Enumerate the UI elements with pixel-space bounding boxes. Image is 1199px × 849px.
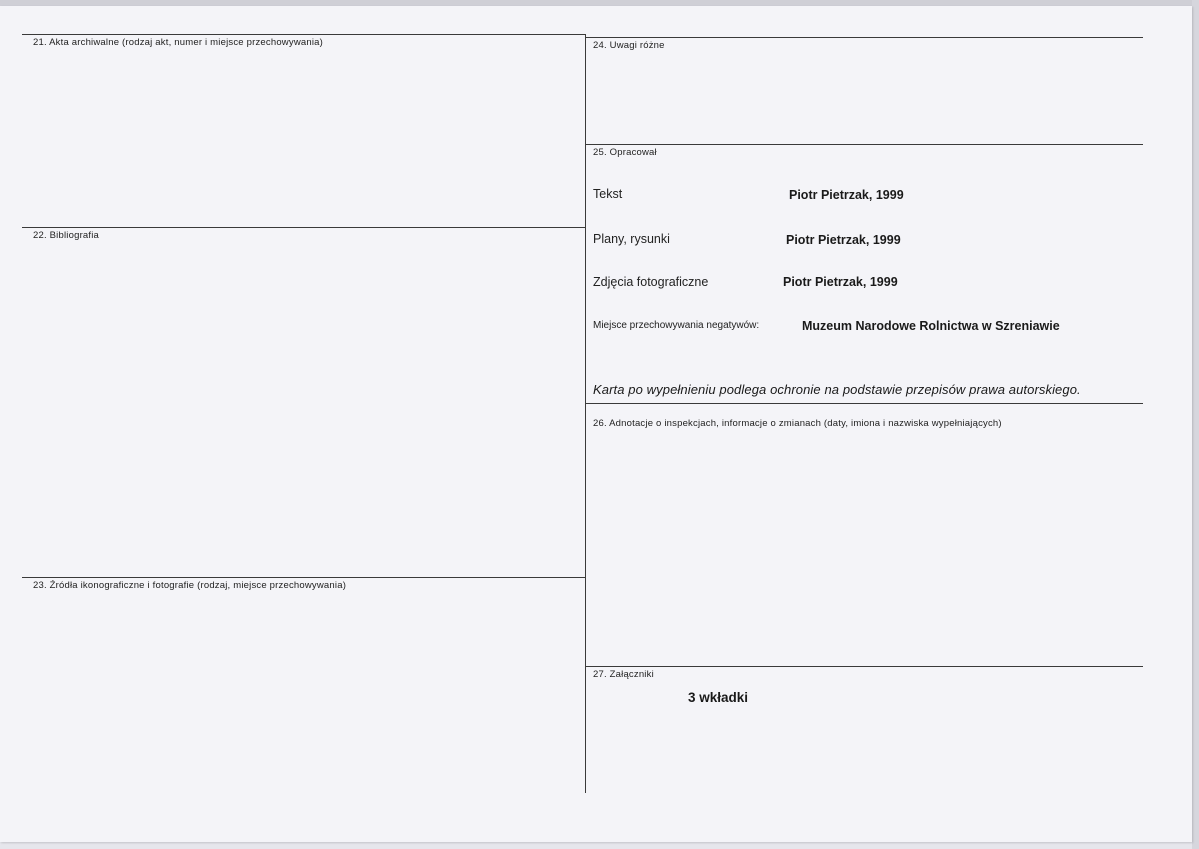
plany-value: Piotr Pietrzak, 1999 — [786, 233, 901, 247]
section-21-label: 21. Akta archiwalne (rodzaj akt, numer i miejsce przechowywania) — [33, 37, 324, 48]
plany-label: Plany, rysunki — [593, 232, 670, 246]
section-27-rule — [585, 666, 1143, 667]
section-22-label: 22. Bibliografia — [33, 230, 100, 241]
section-23-label: 23. Źródła ikonograficzne i fotografie (rodzaj, miejsce przechowywania) — [33, 580, 347, 591]
section-26-rule — [585, 403, 1143, 404]
section-25-rule — [585, 144, 1143, 145]
negatywy-value: Muzeum Narodowe Rolnictwa w Szreniawie — [802, 319, 1060, 333]
zalaczniki-value: 3 wkładki — [688, 690, 749, 705]
negatywy-label: Miejsce przechowywania negatywów: — [593, 320, 760, 331]
section-22-rule — [22, 227, 585, 228]
section-27-label: 27. Załączniki — [593, 669, 654, 680]
tekst-label: Tekst — [593, 187, 623, 201]
zdjecia-value: Piotr Pietrzak, 1999 — [783, 275, 898, 289]
form-sheet — [0, 6, 1192, 842]
scan-right-edge — [1192, 0, 1199, 849]
section-21-rule — [22, 34, 585, 35]
section-26-label: 26. Adnotacje o inspekcjach, informacje o zmianach (daty, imiona i nazwiska wypełniających) — [593, 418, 1002, 429]
section-24-label: 24. Uwagi różne — [593, 40, 665, 51]
zdjecia-label: Zdjęcia fotograficzne — [593, 275, 709, 289]
section-25-label: 25. Opracował — [593, 147, 657, 158]
tekst-value: Piotr Pietrzak, 1999 — [789, 188, 904, 202]
column-divider — [585, 34, 586, 793]
section-24-rule — [585, 37, 1143, 38]
section-23-rule — [22, 577, 585, 578]
copyright-notice: Karta po wypełnieniu podlega ochronie na podstawie przepisów prawa autorskiego. — [593, 382, 1081, 397]
